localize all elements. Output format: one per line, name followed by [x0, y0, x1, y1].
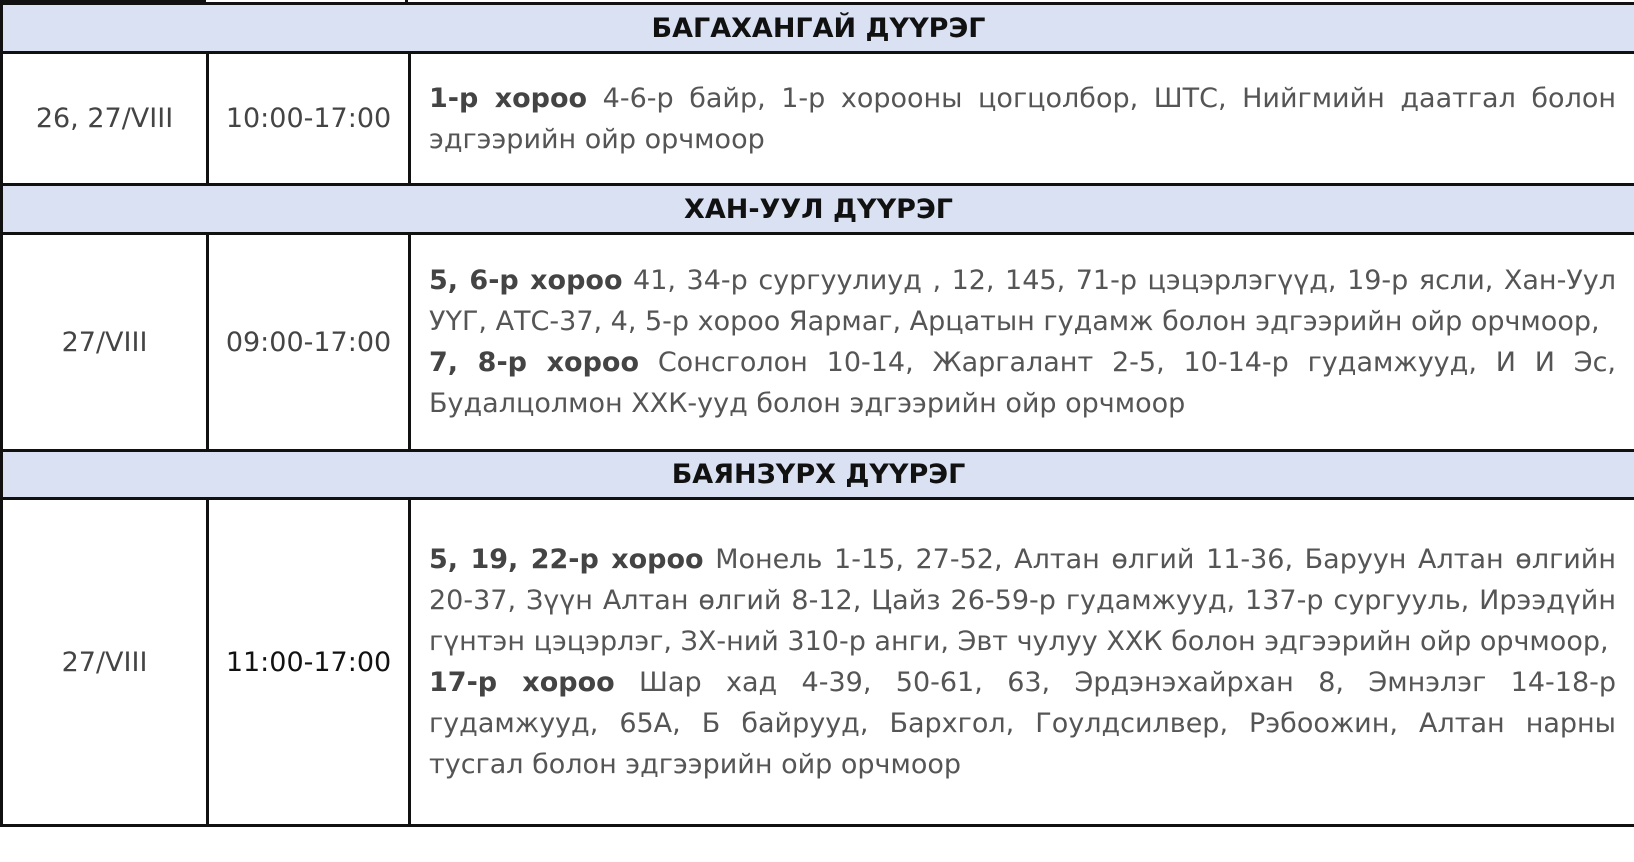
district-row: [2, 185, 1634, 234]
location-cell: [410, 234, 1634, 451]
schedule-table: [0, 2, 1634, 827]
khoroo-label: 17-р хороо: [429, 667, 615, 698]
location-text: 41, 34-р сургуулиуд , 12, 145, 71-р цэцэрлэгүүд, 19-р ясли, Хан-Уул УҮГ, АТС-37, 4, 5-р хороо Яармаг, Арцатын гудамж болон эдгээрийн ойр орчмоор,: [429, 265, 1617, 337]
location-cell: [410, 53, 1634, 185]
location-cell: [410, 499, 1634, 826]
time-cell: 11:00-17:00: [208, 499, 410, 826]
district-name: ХАН-УУЛ ДҮҮРЭГ: [2, 185, 1634, 234]
schedule-row: [2, 234, 1634, 451]
location-paragraph: [429, 78, 1616, 160]
location-text: Сонсголон 10-14, Жаргалант 2-5, 10-14-р гудамжууд, И И Эс, Будалцолмон ХХК-ууд болон эдгээрийн ойр орчмоор: [429, 347, 1617, 419]
location-paragraph: [429, 662, 1616, 785]
khoroo-label: 7, 8-р хороо: [429, 347, 640, 378]
location-text: Шар хад 4-39, 50-61, 63, Эрдэнэхайрхан 8, Эмнэлэг 14-18-р гудамжууд, 65А, Б байрууд, Бархгол, Гоулдсилвер, Рэбоожин, Алтан нарны тусгал болон эдгээрийн ойр орчмоор: [429, 667, 1617, 780]
location-text: 4-6-р байр, 1-р хорооны цогцолбор, ШТС, Нийгмийн даатгал болон эдгээрийн ойр орчмоор: [429, 82, 1617, 155]
khoroo-label: 1-р хороо: [429, 82, 588, 114]
schedule-row: [2, 499, 1634, 826]
khoroo-label: 5, 19, 22-р хороо: [429, 544, 704, 575]
location-paragraph: [429, 260, 1616, 342]
district-name: БАЯНЗҮРХ ДҮҮРЭГ: [2, 451, 1634, 499]
location-paragraph: [429, 342, 1616, 424]
time-cell: 10:00-17:00: [208, 53, 410, 185]
khoroo-label: 5, 6-р хороо: [429, 265, 623, 296]
location-text: Монель 1-15, 27-52, Алтан өлгий 11-36, Баруун Алтан өлгийн 20-37, Зүүн Алтан өлгий 8-12, Цайз 26-59-р гудамжууд, 137-р сургууль, Ирээдүйн гүнтэн цэцэрлэг, ЗХ-ний 310-р анги, Эвт чулуу ХХК болон эдгээрийн ойр орчмоор,: [429, 544, 1617, 657]
location-paragraph: [429, 539, 1616, 662]
schedule-row: [2, 53, 1634, 185]
date-cell: 27/VIII: [2, 234, 208, 451]
district-row: [2, 4, 1634, 53]
district-name: БАГАХАНГАЙ ДҮҮРЭГ: [2, 4, 1634, 53]
date-cell: 27/VIII: [2, 499, 208, 826]
date-cell: 26, 27/VIII: [2, 53, 208, 185]
time-cell: 09:00-17:00: [208, 234, 410, 451]
district-row: [2, 451, 1634, 499]
